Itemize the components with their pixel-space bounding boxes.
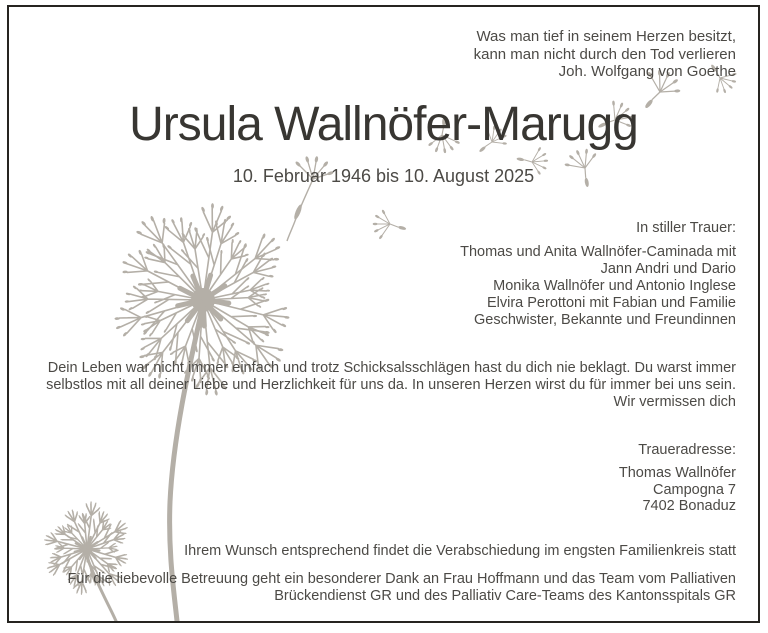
address-line: Campogna 7	[652, 481, 736, 498]
address-heading: Traueradresse:	[638, 442, 736, 458]
mourning-block	[460, 220, 736, 329]
mourning-line: Thomas und Anita Wallnöfer-Caminada mit	[460, 244, 736, 260]
life-dates: 10. Februar 1946 bis 10. August 2025	[232, 166, 535, 186]
quote-attribution: Joh. Wolfgang von Goethe	[558, 63, 736, 80]
notice-frame	[7, 5, 760, 623]
dandelion-seed-icon	[370, 206, 408, 241]
deceased-name: Ursula Wallnöfer-Marugg	[129, 98, 638, 151]
quote-line: Was man tief in seinem Herzen besitzt,	[476, 28, 736, 45]
mourning-line: Monika Wallnöfer und Antonio Inglese	[493, 278, 736, 294]
address-line: 7402 Bonaduz	[642, 498, 736, 515]
tribute-line: Dein Leben war nicht immer einfach und trotz Schicksalsschlägen hast du dich nie beklagt. Du warst immer	[47, 360, 736, 376]
tribute-line: Wir vermissen dich	[613, 394, 736, 411]
mourning-line: Geschwister, Bekannte und Freundinnen	[474, 312, 736, 328]
thanks-line: Für die liebevolle Betreuung geht ein besonderer Dank an Frau Hoffmann und das Team vom Palliativen	[67, 571, 736, 587]
mourning-heading: In stiller Trauer:	[636, 220, 736, 236]
quote-line: kann man nicht durch den Tod verlieren	[473, 45, 736, 63]
mourning-address-block	[619, 442, 736, 515]
quote-block	[474, 28, 736, 81]
tribute-paragraph	[37, 360, 736, 412]
address-line: Thomas Wallnöfer	[618, 464, 736, 481]
thanks-line: Brückendienst GR und des Palliativ Care-Teams des Kantonsspitals GR	[274, 588, 736, 604]
farewell-text: Ihrem Wunsch entsprechend findet die Verabschiedung im engsten Familienkreis statt	[184, 543, 736, 559]
tribute-line: selbstlos mit all deiner Liebe und Herzlichkeit für uns da. In unseren Herzen wirst du für immer bei uns sein.	[46, 377, 736, 394]
thanks-paragraph	[37, 571, 736, 605]
mourning-line: Jann Andri und Dario	[600, 261, 736, 277]
mourning-line: Elvira Perottoni mit Fabian und Familie	[486, 295, 736, 311]
